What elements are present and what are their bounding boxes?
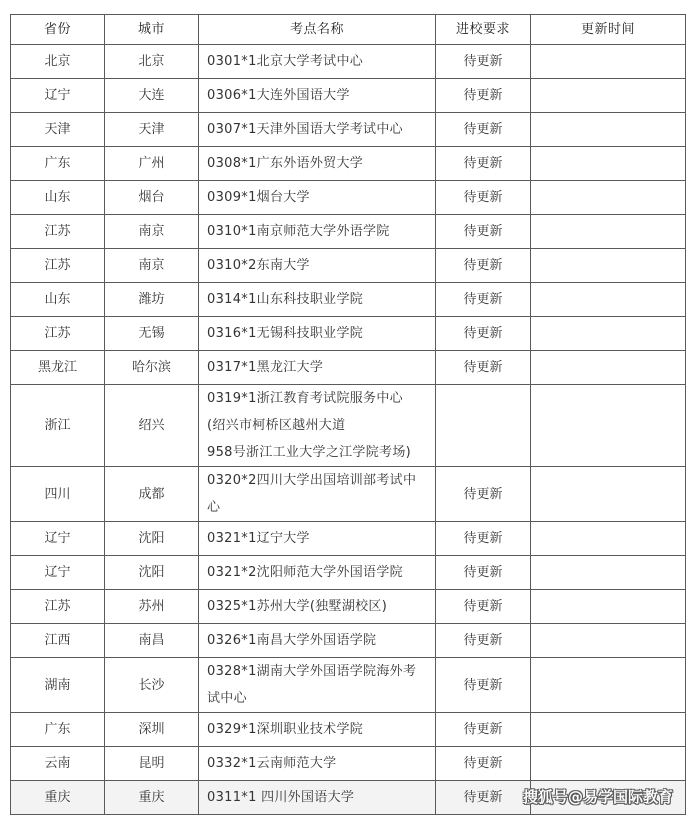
header-province: 省份 — [11, 15, 105, 45]
watermark: 搜狐号@易学国际教育 — [523, 788, 674, 806]
province-cell: 黑龙江 — [11, 351, 105, 385]
test-center-name-cell — [199, 79, 436, 113]
province-cell: 辽宁 — [11, 556, 105, 590]
header-row — [11, 15, 686, 45]
update-time-cell — [531, 556, 686, 590]
header-test-center-name: 考点名称 — [199, 15, 436, 45]
city-cell: 深圳 — [105, 713, 199, 747]
test-center-name-cell — [199, 351, 436, 385]
city-cell: 广州 — [105, 147, 199, 181]
province-cell: 重庆 — [11, 781, 105, 815]
city-cell: 沈阳 — [105, 556, 199, 590]
test-center-name-line: 0309*1烟台大学 — [207, 190, 310, 205]
city-cell: 长沙 — [105, 658, 199, 713]
province-cell: 山东 — [11, 283, 105, 317]
province-cell: 浙江 — [11, 385, 105, 467]
update-time-cell — [531, 283, 686, 317]
test-center-name-cell — [199, 249, 436, 283]
table-row — [11, 658, 686, 713]
city-cell: 成都 — [105, 467, 199, 522]
test-center-name-line: 0317*1黑龙江大学 — [207, 360, 324, 375]
city-cell: 潍坊 — [105, 283, 199, 317]
test-center-name-cell — [199, 45, 436, 79]
test-center-name-cell — [199, 181, 436, 215]
test-center-name-line: 0329*1深圳职业技术学院 — [207, 722, 364, 737]
province-cell: 江苏 — [11, 317, 105, 351]
test-center-name-line: 0314*1山东科技职业学院 — [207, 292, 364, 307]
update-time-cell — [531, 590, 686, 624]
city-cell: 南京 — [105, 249, 199, 283]
table-row — [11, 713, 686, 747]
province-cell: 江西 — [11, 624, 105, 658]
table-row — [11, 147, 686, 181]
table-row — [11, 45, 686, 79]
entry-requirement-cell: 待更新 — [436, 351, 531, 385]
header-update-time: 更新时间 — [531, 15, 686, 45]
table-row — [11, 522, 686, 556]
entry-requirement-cell: 待更新 — [436, 781, 531, 815]
entry-requirement-cell: 待更新 — [436, 658, 531, 713]
table-row — [11, 747, 686, 781]
test-center-name-line: 0316*1无锡科技职业学院 — [207, 326, 364, 341]
city-cell: 昆明 — [105, 747, 199, 781]
update-time-cell — [531, 147, 686, 181]
province-cell: 广东 — [11, 147, 105, 181]
test-center-name-cell — [199, 658, 436, 713]
update-time-cell — [531, 181, 686, 215]
test-center-name-cell — [199, 147, 436, 181]
city-cell: 重庆 — [105, 781, 199, 815]
update-time-cell — [531, 45, 686, 79]
test-center-name-line: 0328*1湖南大学外国语学院海外考 — [207, 664, 417, 679]
city-cell: 大连 — [105, 79, 199, 113]
update-time-cell — [531, 467, 686, 522]
table-row — [11, 113, 686, 147]
update-time-cell — [531, 351, 686, 385]
province-cell: 云南 — [11, 747, 105, 781]
header-entry-requirement: 进校要求 — [436, 15, 531, 45]
table-row — [11, 181, 686, 215]
entry-requirement-cell: 待更新 — [436, 249, 531, 283]
entry-requirement-cell: 待更新 — [436, 283, 531, 317]
test-center-name-line: 0332*1云南师范大学 — [207, 756, 337, 771]
city-cell: 南昌 — [105, 624, 199, 658]
table-row — [11, 249, 686, 283]
province-cell: 山东 — [11, 181, 105, 215]
entry-requirement-cell: 待更新 — [436, 45, 531, 79]
test-center-table — [10, 14, 686, 815]
test-center-name-line: 0321*1辽宁大学 — [207, 531, 310, 546]
city-cell: 沈阳 — [105, 522, 199, 556]
entry-requirement-cell: 待更新 — [436, 181, 531, 215]
table-row — [11, 79, 686, 113]
entry-requirement-cell: 待更新 — [436, 317, 531, 351]
test-center-name-cell — [199, 781, 436, 815]
update-time-cell — [531, 522, 686, 556]
test-center-table-container — [10, 14, 685, 815]
entry-requirement-cell: 待更新 — [436, 147, 531, 181]
test-center-name-line: 0320*2四川大学出国培训部考试中 — [207, 473, 417, 488]
test-center-name-cell — [199, 747, 436, 781]
update-time-cell — [531, 215, 686, 249]
test-center-name-cell — [199, 467, 436, 522]
test-center-name-cell — [199, 713, 436, 747]
test-center-name-line: 0311*1 四川外国语大学 — [207, 790, 355, 805]
test-center-name-cell — [199, 215, 436, 249]
city-cell: 无锡 — [105, 317, 199, 351]
update-time-cell — [531, 113, 686, 147]
test-center-name-cell — [199, 283, 436, 317]
test-center-name-line: 0306*1大连外国语大学 — [207, 88, 350, 103]
table-row — [11, 467, 686, 522]
table-row — [11, 590, 686, 624]
province-cell: 四川 — [11, 467, 105, 522]
entry-requirement-cell: 待更新 — [436, 522, 531, 556]
province-cell: 天津 — [11, 113, 105, 147]
city-cell: 烟台 — [105, 181, 199, 215]
entry-requirement-cell: 待更新 — [436, 215, 531, 249]
update-time-cell — [531, 713, 686, 747]
test-center-name-cell — [199, 624, 436, 658]
entry-requirement-cell: 待更新 — [436, 113, 531, 147]
province-cell: 北京 — [11, 45, 105, 79]
city-cell: 苏州 — [105, 590, 199, 624]
entry-requirement-cell: 待更新 — [436, 624, 531, 658]
test-center-name-line: 0325*1苏州大学(独墅湖校区) — [207, 599, 388, 614]
table-row — [11, 556, 686, 590]
province-cell: 广东 — [11, 713, 105, 747]
province-cell: 湖南 — [11, 658, 105, 713]
table-row — [11, 317, 686, 351]
city-cell: 南京 — [105, 215, 199, 249]
test-center-name-cell — [199, 556, 436, 590]
update-time-cell — [531, 624, 686, 658]
province-cell: 江苏 — [11, 215, 105, 249]
test-center-name-line: 试中心 — [207, 691, 247, 706]
test-center-name-line: 0301*1北京大学考试中心 — [207, 54, 364, 69]
city-cell: 绍兴 — [105, 385, 199, 467]
entry-requirement-cell: 待更新 — [436, 467, 531, 522]
test-center-name-line: 0307*1天津外国语大学考试中心 — [207, 122, 403, 137]
test-center-name-cell — [199, 385, 436, 467]
test-center-name-line: 0310*2东南大学 — [207, 258, 310, 273]
update-time-cell — [531, 79, 686, 113]
test-center-name-line: 0319*1浙江教育考试院服务中心 — [207, 391, 403, 406]
entry-requirement-cell: 待更新 — [436, 556, 531, 590]
test-center-name-line: 0310*1南京师范大学外语学院 — [207, 224, 390, 239]
test-center-name-line: (绍兴市柯桥区越州大道 — [207, 418, 346, 433]
entry-requirement-cell: 待更新 — [436, 713, 531, 747]
update-time-cell — [531, 747, 686, 781]
update-time-cell — [531, 317, 686, 351]
test-center-name-line: 958号浙江工业大学之江学院考场) — [207, 445, 411, 460]
table-row — [11, 351, 686, 385]
province-cell: 江苏 — [11, 249, 105, 283]
entry-requirement-cell — [436, 385, 531, 467]
test-center-name-cell — [199, 113, 436, 147]
header-city: 城市 — [105, 15, 199, 45]
update-time-cell — [531, 385, 686, 467]
test-center-name-cell — [199, 522, 436, 556]
city-cell: 天津 — [105, 113, 199, 147]
city-cell: 北京 — [105, 45, 199, 79]
test-center-name-line: 0326*1南昌大学外国语学院 — [207, 633, 377, 648]
city-cell: 哈尔滨 — [105, 351, 199, 385]
test-center-name-line: 心 — [207, 500, 221, 515]
entry-requirement-cell: 待更新 — [436, 747, 531, 781]
province-cell: 辽宁 — [11, 522, 105, 556]
test-center-name-line: 0321*2沈阳师范大学外国语学院 — [207, 565, 403, 580]
table-row — [11, 385, 686, 467]
province-cell: 辽宁 — [11, 79, 105, 113]
entry-requirement-cell: 待更新 — [436, 79, 531, 113]
test-center-name-line: 0308*1广东外语外贸大学 — [207, 156, 364, 171]
table-row — [11, 215, 686, 249]
province-cell: 江苏 — [11, 590, 105, 624]
table-row — [11, 283, 686, 317]
table-header — [11, 15, 686, 45]
update-time-cell — [531, 658, 686, 713]
test-center-name-cell — [199, 590, 436, 624]
update-time-cell — [531, 249, 686, 283]
test-center-name-cell — [199, 317, 436, 351]
entry-requirement-cell: 待更新 — [436, 590, 531, 624]
table-row — [11, 624, 686, 658]
table-body — [11, 45, 686, 815]
